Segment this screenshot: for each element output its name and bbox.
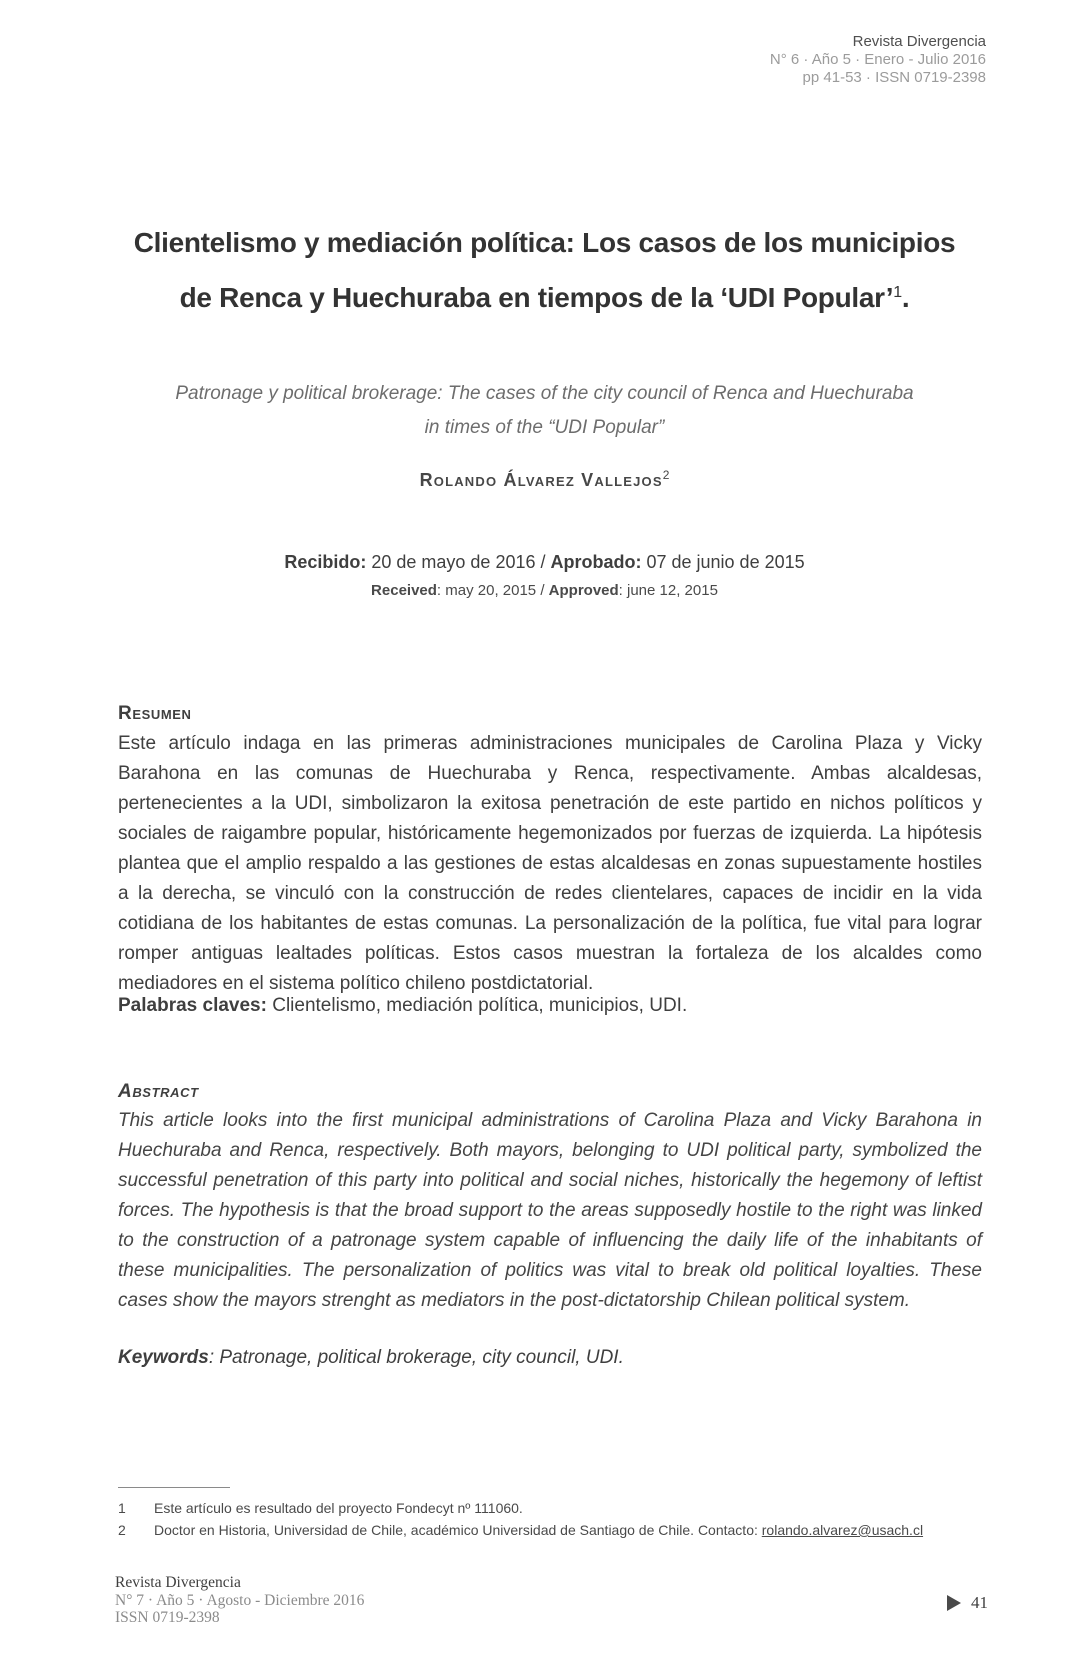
- author-footnote-ref: 2: [662, 468, 670, 482]
- play-triangle-icon: [947, 1595, 961, 1611]
- footnote-1-text: Este artículo es resultado del proyecto Fondecyt nº 111060.: [154, 1500, 523, 1516]
- title-footnote-ref: 1: [893, 284, 902, 301]
- article-subtitle-english: [100, 377, 989, 445]
- page-number: 41: [971, 1593, 988, 1612]
- footnote-2: [118, 1519, 982, 1541]
- dates-block: [0, 552, 1089, 599]
- dates-spanish: Recibido: 20 de mayo de 2016 / Aprobado: 07 de junio de 2015: [284, 552, 805, 572]
- subtitle-line2: in times of the “UDI Popular”: [424, 417, 665, 438]
- article-title-line2: de Renca y Huechuraba en tiempos de la ‘UDI Popular’$^1$.: [179, 282, 910, 313]
- footer-journal: Revista Divergencia: [115, 1574, 241, 1591]
- abstract-body: This article looks into the first municipal administrations of Carolina Plaza and Vicky Barahona in Huechuraba and Renca, respectively. Both mayors, belonging to UDI political party, symbolized the successful penetration of this party into political and social niches, historically the hegemony of leftist forces. The hypothesis is that the broad support to the areas supposedly hostile to the right was linked to the construction of a patronage system capable of influencing the daily life of the inhabitants of these municipalities. The personalization of politics was vital to break old political loyalties. These cases show the mayors strenght as mediators in the post-dictatorship Chilean political system.: [118, 1110, 982, 1311]
- resumen-body: Este artículo indaga en las primeras administraciones municipales de Carolina Plaza y Vicky Barahona en las comunas de Huechuraba y Renca, respectivamente. Ambas alcaldesas, pertenecientes a la UDI, simbolizaron la exitosa penetración de este partido en nichos políticos y sociales de raigambre popular, históricamente hegemonizados por fuerzas de izquierda. La hipótesis plantea que el amplio respaldo a las gestiones de estas alcaldesas en zonas supuestamente hostiles a la derecha, se vinculó con la construcción de redes clientelares, capaces de incidir en la vida cotidiana de los habitantes de estas comunas. La personalización de la política, fue vital para lograr romper antiguas lealtades políticas. Estos casos muestran la fortaleza de los alcaldes como mediadores en el sistema político chileno postdictatorial.: [118, 733, 982, 994]
- keywords-label: Keywords: [118, 1347, 209, 1368]
- footnote-1-number: 1: [118, 1500, 126, 1516]
- footnotes: [118, 1487, 982, 1541]
- author-name: Rolando Álvarez Vallejos: [419, 470, 663, 490]
- author-email-link[interactable]: rolando.alvarez@usach.cl: [761, 1522, 924, 1538]
- page-number-marker: [947, 1593, 988, 1613]
- aprobado-label: Aprobado:: [550, 552, 642, 572]
- palabras-claves-value: Clientelismo, mediación política, municipios, UDI.: [266, 995, 688, 1016]
- footnote-2-text: Doctor en Historia, Universidad de Chile, académico Universidad de Santiago de Chile. Contacto: rolando.alvarez@usach.cl: [154, 1522, 924, 1538]
- footnote-1: [118, 1497, 982, 1519]
- palabras-claves: [118, 995, 982, 1017]
- abstract-heading: Abstract: [118, 1081, 199, 1102]
- footnote-2-number: 2: [118, 1522, 126, 1538]
- palabras-claves-label: Palabras claves:: [118, 995, 267, 1016]
- resumen-heading: Resumen: [118, 703, 192, 724]
- running-head-journal: Revista Divergencia: [852, 33, 986, 50]
- running-head: [770, 33, 986, 87]
- running-head-issue: N° 6 · Año 5 · Enero - Julio 2016: [769, 51, 986, 68]
- running-head-pages-issn: pp 41-53 · ISSN 0719-2398: [802, 69, 986, 86]
- footer-issue: N° 7 · Año 5 · Agosto - Diciembre 2016: [115, 1591, 365, 1609]
- subtitle-line1: Patronage y political brokerage: The cases of the city council of Renca and Huechuraba: [175, 383, 914, 404]
- keywords: [118, 1347, 982, 1369]
- received-label: Received: [371, 582, 437, 599]
- dates-english: Received: may 20, 2015 / Approved: june 12, 2015: [371, 582, 718, 599]
- approved-label: Approved: [548, 582, 619, 599]
- page-footer: [115, 1574, 364, 1627]
- article-title: [70, 218, 1019, 323]
- author-line: [0, 468, 1089, 491]
- footnote-separator-rule: [118, 1487, 230, 1488]
- keywords-value: : Patronage, political brokerage, city council, UDI.: [208, 1347, 624, 1368]
- recibido-label: Recibido:: [284, 552, 367, 572]
- article-title-line1: Clientelismo y mediación política: Los casos de los municipios: [133, 227, 956, 258]
- footer-issn: ISSN 0719-2398: [115, 1609, 220, 1626]
